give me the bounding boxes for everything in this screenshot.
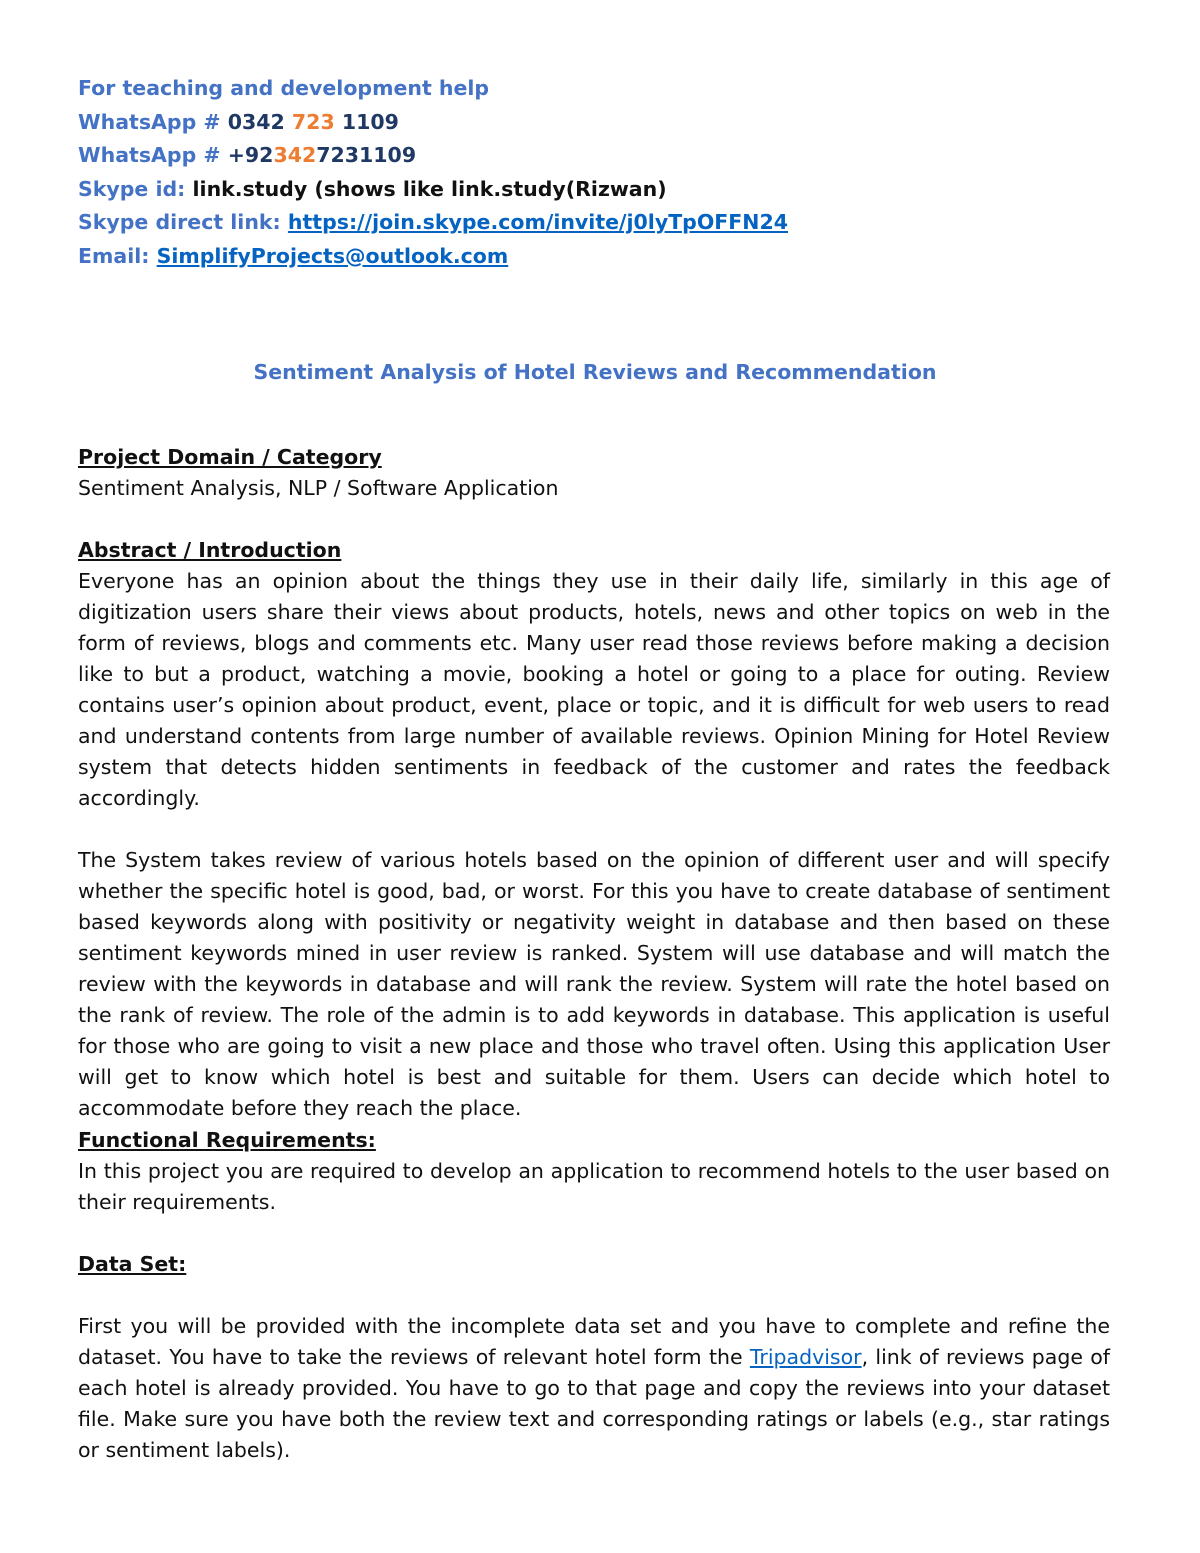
skype-id-value: link.study (shows like link.study(Rizwan) [192, 176, 667, 201]
dataset-paragraph [78, 1311, 1110, 1466]
email-label: Email: [78, 243, 157, 268]
whatsapp-number-part: 7231109 [316, 143, 417, 167]
whatsapp-label: WhatsApp # [78, 143, 228, 167]
functional-requirements-section [78, 1125, 1110, 1218]
skype-id-line [78, 173, 1110, 207]
section-heading: Abstract / Introduction [78, 538, 342, 562]
skype-link-line [78, 206, 1110, 240]
dataset-text: , link of reviews page of each hotel is already provided. You have to go to that page and copy the reviews into your dataset file. Make sure you have both the review text and corresponding ratings or labels (e.g., star ratings or sentiment labels). [78, 1345, 1110, 1462]
teaching-help-line: For teaching and development help [78, 76, 490, 100]
document-title: Sentiment Analysis of Hotel Reviews and Recommendation [253, 360, 937, 384]
dataset-text: First you will be provided with the incomplete data set and you have to complete and refine the dataset. You have to take the reviews of relevant hotel form the [78, 1314, 1110, 1369]
dataset-section [78, 1249, 1110, 1280]
whatsapp-label: WhatsApp # [78, 109, 228, 134]
tripadvisor-link[interactable]: Tripadvisor [749, 1345, 862, 1369]
skype-invite-link[interactable]: https://join.skype.com/invite/j0lyTpOFFN24 [287, 210, 788, 234]
whatsapp-line-2 [78, 139, 1110, 173]
skype-link-label: Skype direct link: [78, 210, 288, 234]
section-text: Sentiment Analysis, NLP / Software Application [78, 476, 559, 500]
whatsapp-number-part: 0342 [227, 109, 292, 134]
section-heading: Functional Requirements: [78, 1128, 376, 1152]
whatsapp-number-part: 342 [273, 143, 317, 167]
whatsapp-number-part: 1109 [334, 109, 399, 134]
abstract-section [78, 535, 1110, 814]
project-domain-section [78, 442, 1110, 504]
whatsapp-number-part: +92 [227, 143, 274, 167]
contact-block [78, 72, 1110, 273]
section-heading: Data Set: [78, 1252, 187, 1276]
email-link[interactable]: SimplifyProjects@outlook.com [156, 243, 509, 268]
section-heading: Project Domain / Category [78, 445, 382, 469]
abstract-paragraph: The System takes review of various hotels based on the opinion of different user and will specify whether the specific hotel is good, bad, or worst. For this you have to create database of sentiment based keywords along with positivity or negativity weight in database and then based on these sentiment keywords mined in user review is ranked. System will use database and will match the review with the keywords in database and will rank the review. System will rate the hotel based on the rank of review. The role of the admin is to add keywords in database. This application is useful for those who are going to visit a new place and those who travel often. Using this application User will get to know which hotel is best and suitable for them. Users can decide which hotel to accommodate before they reach the place. [78, 848, 1110, 1120]
abstract-paragraph-2-section [78, 845, 1110, 1124]
whatsapp-line-1 [78, 106, 1110, 140]
email-line [78, 240, 1110, 274]
skype-id-label: Skype id: [78, 176, 193, 201]
section-text: In this project you are required to develop an application to recommend hotels to the user based on their requirements. [78, 1159, 1110, 1214]
abstract-paragraph: Everyone has an opinion about the things they use in their daily life, similarly in this age of digitization users share their views about products, hotels, news and other topics on web in the form of reviews, blogs and comments etc. Many user read those reviews before making a decision like to but a product, watching a movie, booking a hotel or going to a place for outing. Review contains user’s opinion about product, event, place or topic, and it is difficult for web users to read and understand contents from large number of available reviews. Opinion Mining for Hotel Review system that detects hidden sentiments in feedback of the customer and rates the feedback accordingly. [78, 569, 1110, 810]
whatsapp-number-part: 723 [291, 109, 335, 134]
